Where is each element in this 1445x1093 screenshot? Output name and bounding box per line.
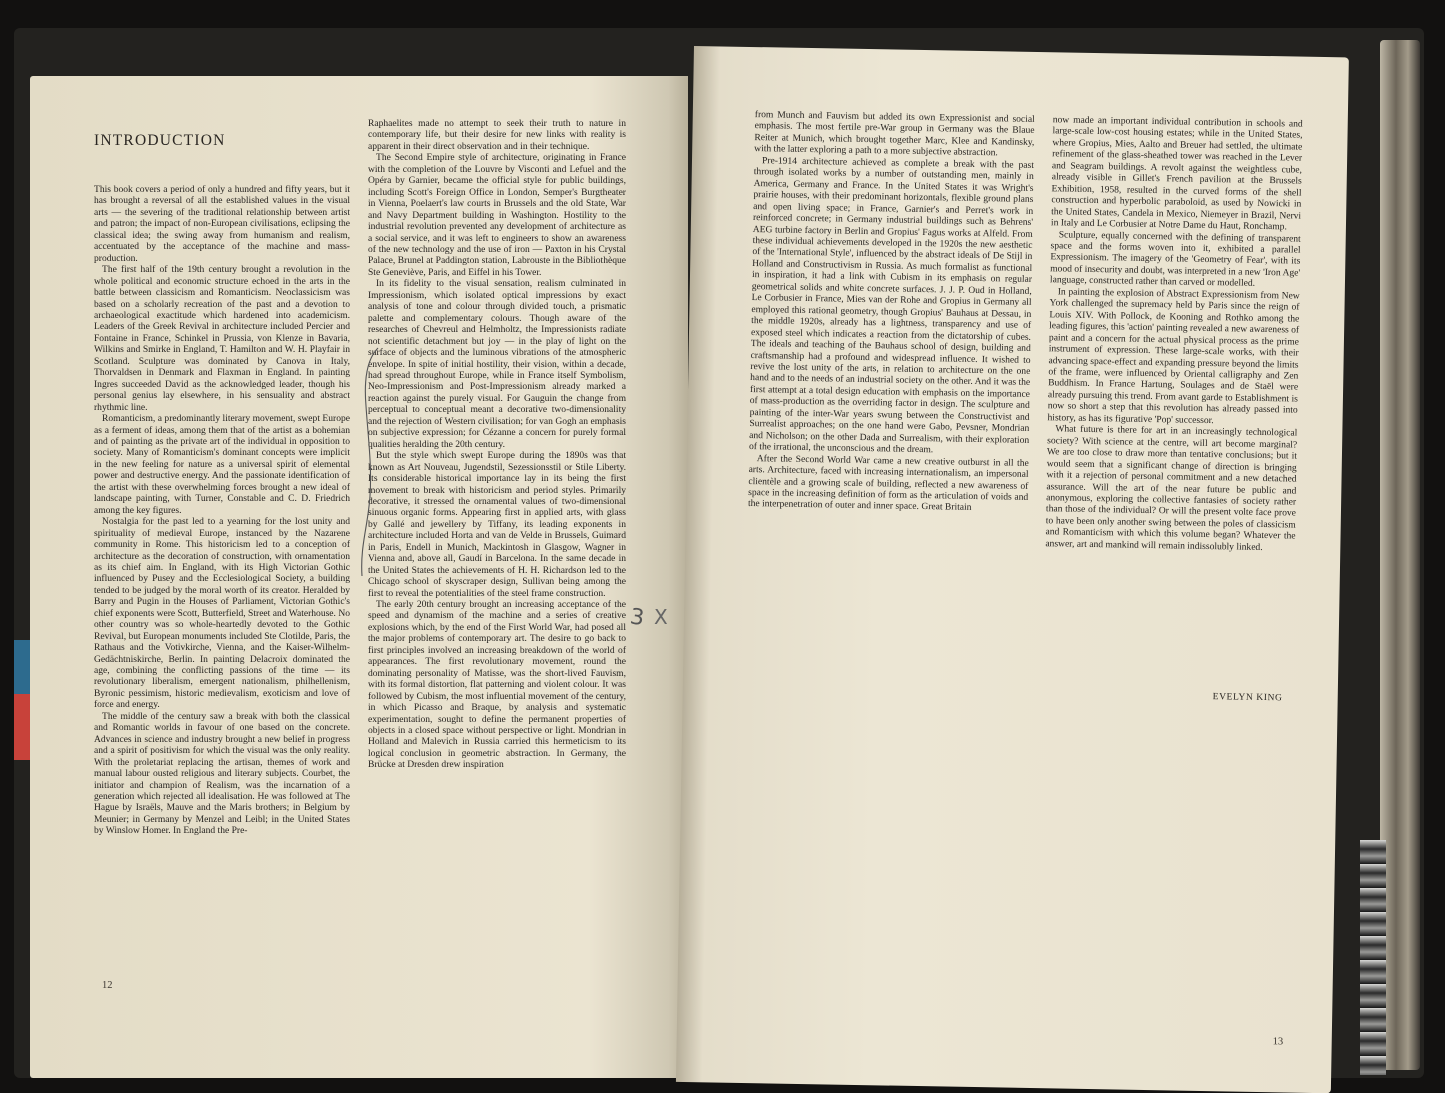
paragraph: In its fidelity to the visual sensation, realism culminated in Impressionism, which isolated optical impressions by exact analysis of tone and colour through divided touch, a prismatic palette and complementary colours. Though aware of the researches of Chevreul and Helmholtz, the Impressionists radiate not scientific detachment but joy — in the play of light on the surface of objects and the luminous vibrations of the atmospheric envelope. In spite of initial hostility, their vision, within a decade, had spread throughout Europe, while in France itself Symbolism, Neo-Impressionism and Post-Impressionism already marked a reaction against the purely visual. For Gauguin the change from perceptual to conceptual meant a decorative two-dimensionality and the rejection of Western civilisation; for van Gogh an emphasis on subjective expression; for Cézanne a concern for purely formal qualities heralding the 20th century. xyxy=(368,278,626,450)
pencil-cross-mark: X xyxy=(654,605,668,629)
page-heading: INTRODUCTION xyxy=(94,132,226,149)
page-stack-edge xyxy=(1380,40,1420,1070)
right-page xyxy=(676,46,1349,1093)
paragraph: The first half of the 19th century brought a revolution in the whole political and economic structure echoed in the arts in the battle between classicism and Romanticism. Neoclassicism was based on a scholarly recreation of the past and a devotion to archaeological exactitude which hardened into academicism. Leaders of the Greek Revival in architecture included Percier and Fontaine in France, Schinkel in Prussia, von Klenze in Bavaria, Wilkins and Smirke in England, T. Hamilton and W. H. Playfair in Scotland. Sculpture was dominated by Canova in Italy, Thorvaldsen in Denmark and Flaxman in England. In painting Ingres succeeded David as the acknowledged leader, though his personal genius lay elsewhere, in his sensuality and abstract rhythmic line. xyxy=(94,264,350,413)
paragraph: Raphaelites made no attempt to seek their truth to nature in contemporary life, but their desire for new links with reality is apparent in their direct observation and in their technique. xyxy=(368,118,626,152)
paragraph: This book covers a period of only a hundred and fifty years, but it has brought a reversal of all the established values in the visual arts — the severing of the traditional relationship between artist and patron; the impact of non-European civilisations, eclipsing the classical idea; the swing away from humanism and realism, accentuated by the acceptance of the machine and mass-production. xyxy=(94,184,350,264)
left-page xyxy=(30,76,688,1078)
paragraph: The middle of the century saw a break with both the classical and Romantic worlds in favour of one based on the concrete. Advances in science and industry brought a new belief in progress and a spirit of positivism for which the visual was the only reality. With the proletariat replacing the artisan, themes of work and manual labour ousted religious and literary subjects. Courbet, the initiator and champion of Realism, was the incarnation of a generation which rejected all idealisation. He was followed at The Hague by Israëls, Mauve and the Maris brothers; in Belgium by Meunier; in Germany by Menzel and Leibl; in the United States by Winslow Homer. In England the Pre- xyxy=(94,710,350,837)
left-column-1 xyxy=(94,184,350,837)
page-number-left: 12 xyxy=(102,980,113,991)
paragraph: from Munch and Fauvism but added its own Expressionist and social emphasis. The most fertile pre-War group in Germany was the Blaue Reiter at Munich, which brought together Marc, Klee and Kandinsky, with the latter exploring a path to a more subjective abstraction. xyxy=(754,109,1035,159)
paragraph: After the Second World War came a new creative outburst in all the arts. Architecture, faced with increasing internationalism, an impersonal clientèle and a growing scale of building, reflected a new awareness of space in the increasing definition of form as the articulation of voids and the interpenetration of outer and inner space. Great Britain xyxy=(747,452,1029,514)
paragraph: now made an important individual contribution in schools and large-scale low-cost housing estates; while in the United States, where Gropius, Mies, Aalto and Breuer had settled, the ultimate refinement of the glass-sheathed tower was reached in the Lever and Seagram buildings. A revolt against the weightless cube, already visible in Gillet's French pavilion at the Brussels Exhibition, 1958, resulted in the curved forms of the shell construction and hyperbolic paraboloid, as used by Nowicki in the United States, Candela in Mexico, Niemeyer in Brazil, Nervi in Italy and Le Corbusier at Notre Dame du Haut, Ronchamp. xyxy=(1050,114,1303,233)
paragraph: Pre-1914 architecture achieved as complete a break with the past through isolated works by a number of outstanding men, mainly in America, Germany and France. In the United States it was Wright's prairie houses, with their predominant horizontals, flexible ground plans and open living space; in France, Garnier's and Perret's work in reinforced concrete; in Germany industrial buildings such as Behrens' AEG turbine factory in Berlin and Gropius' Fagus works at Alfeld. From these individual achievements developed in the 1920s the new aesthetic of the 'International Style', influenced by the abstract ideals of De Stijl in Holland and Constructivism in Russia. As much formalist as functional in inspiration, it had a link with Cubism in its emphasis on regular geometrical solids and white concrete surfaces. J. J. P. Oud in Holland, Le Corbusier in France, Mies van der Rohe and Gropius in Germany all employed this rational geometry, though Gropius' Bauhaus at Dessau, in the middle 1920s, already has a lightness, transparency and use of exposed steel which indicates a reaction from the dictatorship of cubes. The ideals and teaching of the Bauhaus school of design, building and craftsmanship had a profound and widespread influence. It wished to revive the lost unity of the arts, in relation to architecture on the one hand and to the needs of an industrial society on the other. And it was the first attempt at a total design education with emphasis on the importance of mass-production as the overriding factor in design. The sculpture and painting of the inter-War years swung between the Constructivist and Surrealist approaches; on the one hand were Gabo, Pevsner, Mondrian and Nicholson; on the other Dada and Surrealism, with their exploration of the irrational, the unconscious and the dream. xyxy=(748,155,1035,456)
paragraph: In painting the explosion of Abstract Expressionism from New York challenged the supremacy held by Paris since the reign of Louis XIV. With Pollock, de Kooning and Rothko among the leading figures, this 'action' painting revealed a new awareness of paint and a concern for the actual physical process as the prime instrument of expression. These large-scale works, with their advancing space-effect and expanding pressure beyond the limits of the frame, were influenced by Oriental calligraphy and Zen Buddhism. In France Hartung, Soulages and de Staël were already pursuing this trend. From avant garde to Establishment is now so short a step that this revolution has already passed into history, as has its figurative 'Pop' successor. xyxy=(1047,286,1300,426)
paragraph: What future is there for art in an increasingly technological society? With science at the centre, will art become marginal? We are too close to draw more than tentative conclusions; but it would seem that a significant change of direction is bringing with it a rejection of personal commitment and a new detached assurance. Will the art of the near future be public and anonymous, exploring the collective fantasies of society rather than those of the individual? Or will the present volte face prove to have been only another swing between the poles of classicism and Romanticism with which this volume began? Whatever the answer, art and mankind will remain indissolubly linked. xyxy=(1045,423,1298,553)
photo-plate-edge xyxy=(1360,840,1386,1075)
paragraph: The early 20th century brought an increasing acceptance of the speed and dynamism of the machine and a series of creative explosions which, by the end of the First World War, had posed all the major problems of contemporary art. The desire to go back to first principles involved an increasing breakdown of the world of appearances. The first revolutionary movement, round the dominating personality of Matisse, was the short-lived Fauvism, with its formal distortion, flat patterning and violent colour. It was followed by Cubism, the most influential movement of the century, in which Picasso and Braque, by analysis and systematic experimentation, sought to define the permanent properties of objects in a closed space without perspective or light. Mondrian in Holland and Malevich in Russia carried this hermeticism to its logical conclusion in geometric abstraction. In Germany, the Brücke at Dresden drew inspiration xyxy=(368,599,626,771)
paragraph: Nostalgia for the past led to a yearning for the lost unity and spirituality of medieval Europe, instanced by the Nazarene community in Rome. This historicism led to a conception of architecture as the decoration of construction, with ornamentation as its chief aim. In England, with its High Victorian Gothic influenced by Pusey and the Ecclesiological Society, a building tended to be judged by the moral worth of its creator. Heralded by Barry and Pugin in the Houses of Parliament, Victorian Gothic's chief exponents were Scott, Butterfield, Street and Waterhouse. No other country was so whole-heartedly devoted to the Gothic Revival, but European monuments included Ste Clotilde, Paris, the Rathaus and the Votivkirche, Vienna, and the Kaiser-Wilhelm-Gedächtniskirche, Berlin. In painting Delacroix dominated the age, combining the conflicting passions of the time — its revolutionary liberalism, emergent nationalism, philhellenism, Byronic pessimism, historic medievalism, exoticism and love of force and energy. xyxy=(94,516,350,711)
page-number-right: 13 xyxy=(1272,1036,1284,1048)
author-signature: EVELYN KING xyxy=(1212,692,1283,704)
paragraph: But the style which swept Europe during the 1890s was that known as Art Nouveau, Jugendstil, Sezessionsstil or Stile Liberty. Its considerable historical importance lay in its being the first movement to break with historicism and period styles. Primarily decorative, it stressed the ornamental values of two-dimensional sinuous organic forms. Appearing first in applied arts, with glass by Gallé and jewellery by Tiffany, its leading exponents in architecture included Horta and van de Velde in Brussels, Guimard in Paris, Endell in Munich, Mackintosh in Glasgow, Wagner in Vienna and, above all, Gaudí in Barcelona. In the same decade in the United States the achievements of H. H. Richardson led to the Chicago school of skyscraper design, Sullivan being among the first to reveal the potentialities of the steel frame construction. xyxy=(368,450,626,599)
right-column-2 xyxy=(1045,114,1303,554)
paragraph: Romanticism, a predominantly literary movement, swept Europe as a ferment of ideas, among them that of the artist as a bohemian and of painting as the private art of the individual in opposition to society. Many of Romanticism's dominant concepts were implicit in the new feeling for nature as a universal spirit of elemental power and destructive energy. And the passionate identification of the artist with these overwhelming forces brought a new ideal of landscape painting, with Turner, Constable and C. D. Friedrich among the key figures. xyxy=(94,413,350,516)
paragraph: The Second Empire style of architecture, originating in France with the completion of the Louvre by Visconti and Lefuel and the Opéra by Garnier, became the official style for public buildings, including Scott's Foreign Office in London, Semper's Burgtheater in Vienna, Poelaert's law courts in Brussels and the old State, War and Navy Department building in Washington. Hostility to the industrial revolution prevented any development of architecture as a social service, and it was left to engineers to show an awareness of the new technology and the use of iron — Paxton in his Crystal Palace, Brunel at Paddington station, Labrouste in the Bibliothèque Ste Geneviève, Paris, and Eiffel in his Tower. xyxy=(368,152,626,278)
left-column-2 xyxy=(368,118,626,771)
pencil-margin-mark: 3 xyxy=(628,604,646,632)
paragraph: Sculpture, equally concerned with the defining of transparent space and the forms woven into it, exhibited a parallel Expressionism. The imagery of the 'Geometry of Fear', with its mood of insecurity and doubt, was interpreted in a new 'Iron Age' language, constructed rather than carved or modelled. xyxy=(1049,228,1301,290)
right-column-1 xyxy=(748,109,1035,515)
